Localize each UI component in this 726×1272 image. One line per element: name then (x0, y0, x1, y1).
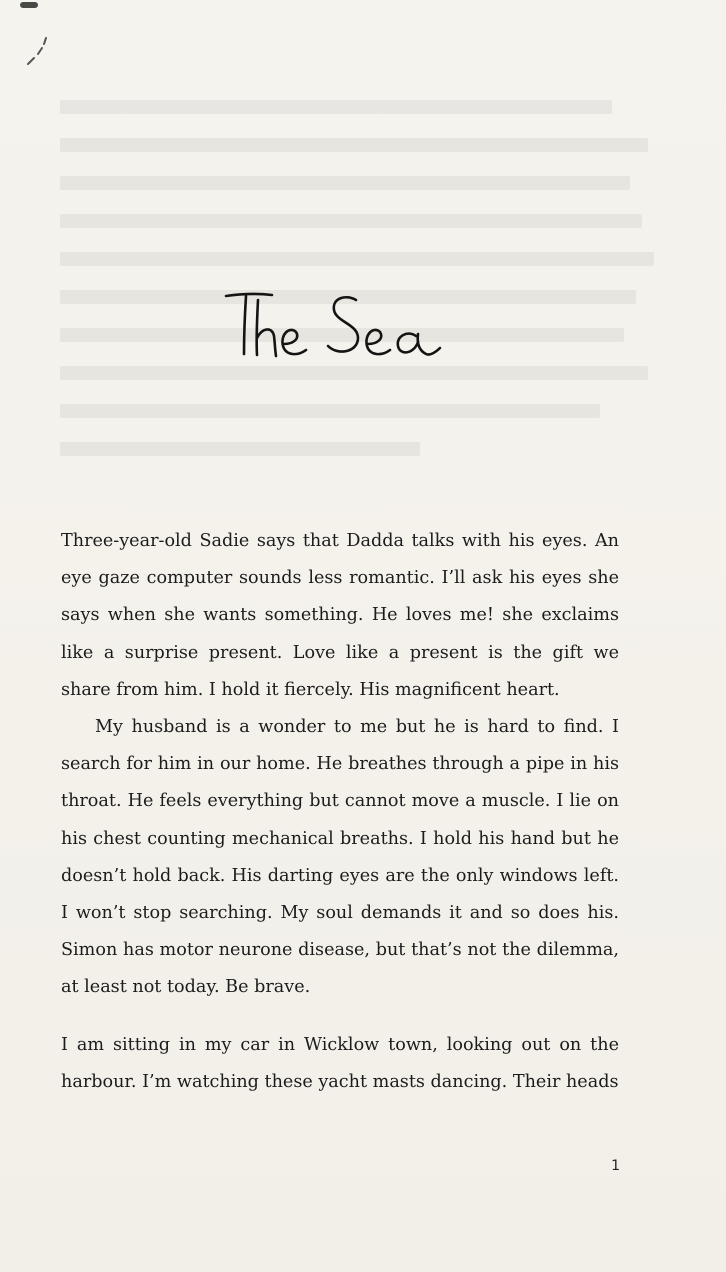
paragraph: My husband is a wonder to me but he is hard to find. I search for him in our home. He breathes through a pipe in his throat. He feels everything but cannot move a muscle. I lie on his chest counting mechanical breaths. I hold his hand but he doesn’t hold back. His darting eyes are the only windows left. I won’t stop searching. My soul demands it and so does his. Simon has motor neurone disease, but that’s not the dilemma, at least not today. Be brave. (61, 717, 619, 998)
chapter-title (200, 280, 480, 370)
page-number: 1 (611, 1158, 620, 1174)
scuff-mark (24, 34, 54, 74)
paragraph: I am sitting in my car in Wicklow town, looking out on the harbour. I’m watching these yacht masts dancing. Their heads (61, 1034, 619, 1092)
handwritten-title-drawing (200, 280, 480, 370)
chapter-body (61, 523, 619, 1101)
paragraph: Three-year-old Sadie says that Dadda talks with his eyes. An eye gaze computer sounds less romantic. I’ll ask his eyes she says when she wants something. He loves me! she exclaims like a surprise present. Love like a present is the gift we share from him. I hold it fiercely. His magnificent heart. (61, 531, 619, 700)
scuff-mark (20, 2, 38, 8)
